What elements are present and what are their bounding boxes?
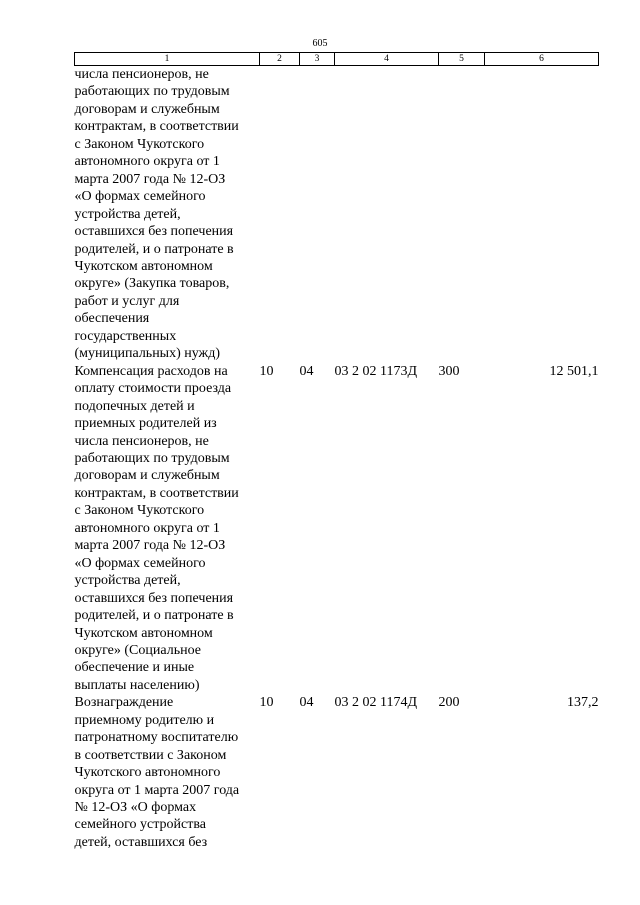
row-description [75, 363, 260, 695]
description-line: числа пенсионеров, не [74, 433, 209, 449]
description-line: в соответствии с Законом [74, 747, 227, 763]
column-number-row [75, 53, 599, 66]
table-row [75, 363, 599, 695]
description-line: Компенсация расходов на [74, 363, 228, 379]
description-line: семейного устройства [74, 817, 207, 833]
column-number-1: 1 [75, 53, 260, 66]
description-line: оставшихся без попечения [74, 224, 234, 240]
description-line: марта 2007 года № 12-ОЗ [74, 538, 226, 554]
description-line: округе» (Социальное [74, 642, 201, 658]
description-line: работ и услуг для [74, 293, 180, 309]
budget-table [74, 52, 599, 851]
description-line: с Законом Чукотского [74, 503, 205, 519]
description-line: родителей, и о патронате в [74, 608, 234, 624]
subsection-code: 04 [299, 695, 314, 711]
description-line: приемных родителей из [74, 416, 217, 432]
description-line: округе» (Закупка товаров, [74, 276, 230, 292]
column-number-5: 5 [439, 53, 485, 66]
description-line: Чукотского автономного [74, 765, 221, 781]
description-line: «О формах семейного [74, 189, 206, 205]
description-line: родителей, и о патронате в [74, 241, 234, 257]
section-code: 10 [259, 363, 274, 379]
row-description [75, 694, 260, 851]
section-code: 10 [259, 695, 274, 711]
description-line: числа пенсионеров, не [74, 67, 209, 82]
column-number-6: 6 [485, 53, 599, 66]
description-line: марта 2007 года № 12-ОЗ [74, 171, 226, 187]
description-line: «О формах семейного [74, 555, 206, 571]
subsection-code: 04 [299, 363, 314, 379]
description-line: автономного округа от 1 [74, 154, 220, 170]
description-line: патронатному воспитателю [74, 730, 239, 746]
description-line: округа от 1 марта 2007 года [74, 782, 240, 798]
description-line: автономного округа от 1 [74, 520, 220, 536]
description-line: детей, оставшихся без [74, 834, 208, 850]
description-line: (муниципальных) нужд) [74, 346, 221, 362]
description-line: Вознаграждение [74, 695, 174, 711]
amount [485, 66, 599, 363]
description-line: контрактам, в соответствии [74, 119, 239, 135]
description-line: работающих по трудовым [74, 84, 230, 100]
description-line: устройства детей, [74, 206, 181, 222]
description-line: договорам и служебным [74, 101, 220, 117]
page-number: 605 [312, 38, 328, 49]
subsection-code [300, 66, 335, 363]
description-line: оставшихся без попечения [74, 590, 234, 606]
description-line: № 12-ОЗ «О формах [74, 800, 197, 816]
description-line: устройства детей, [74, 573, 181, 589]
target-article-code: 03 2 02 1173Д [334, 363, 418, 379]
column-number-3: 3 [300, 53, 335, 66]
column-number-2: 2 [260, 53, 300, 66]
amount: 12 501,1 [549, 363, 599, 379]
description-line: с Законом Чукотского [74, 136, 205, 152]
table-row [75, 694, 599, 851]
expense-type-code: 200 [438, 695, 460, 711]
description-line: выплаты населению) [74, 677, 200, 693]
description-line: работающих по трудовым [74, 450, 230, 466]
description-line: приемному родителю и [74, 712, 215, 728]
row-description [75, 66, 260, 363]
description-line: оплату стоимости проезда [74, 381, 232, 397]
description-line: договорам и служебным [74, 468, 220, 484]
amount: 137,2 [567, 695, 599, 711]
section-code [260, 66, 300, 363]
description-line: контрактам, в соответствии [74, 485, 239, 501]
target-article-code [335, 66, 439, 363]
description-line: подопечных детей и [74, 398, 195, 414]
expense-type-code: 300 [438, 363, 460, 379]
expense-type-code [439, 66, 485, 363]
description-line: обеспечения [74, 311, 150, 327]
description-line: обеспечение и иные [74, 660, 195, 676]
description-line: государственных [74, 328, 177, 344]
table-row [75, 66, 599, 363]
target-article-code: 03 2 02 1174Д [334, 695, 418, 711]
column-number-4: 4 [335, 53, 439, 66]
description-line: Чукотском автономном [74, 258, 213, 274]
description-line: Чукотском автономном [74, 625, 213, 641]
